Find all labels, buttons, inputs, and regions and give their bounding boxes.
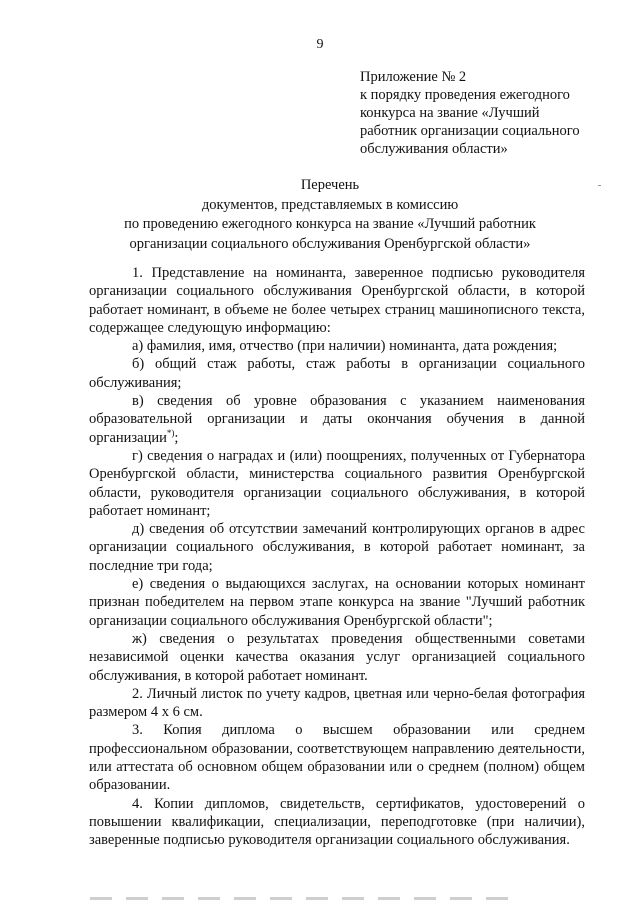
appendix-line: к порядку проведения ежегодного — [360, 87, 570, 103]
appendix-line: Приложение № 2 — [360, 69, 467, 85]
document-body — [89, 264, 585, 850]
item-1e-paragraph: е) сведения о выдающихся заслугах, на основании которых номинант признан победителем на первом этапе конкурса на звание "Лучший работник организации социального обслуживания Оренбургской области"; — [89, 576, 585, 629]
item-3-paragraph: 3. Копия диплома о высшем образовании или среднем профессиональном образовании, соответствующем направлению деятельности, или аттестата об основном общем образовании или о среднем (полном) общем образовании. — [89, 722, 585, 794]
appendix-line: конкурса на звание «Лучший — [360, 105, 540, 121]
appendix-header — [360, 68, 610, 158]
bottom-scan-edge — [90, 897, 530, 905]
appendix-line: работник организации социального — [360, 123, 580, 139]
item-1zh-paragraph: ж) сведения о результатах проведения общественными советами независимой оценки качества оказания услуг организацией социального обслуживания, в которой работает номинант. — [89, 630, 585, 684]
footnote-mark: *) — [166, 427, 175, 438]
document-heading — [60, 176, 600, 254]
heading-line: по проведению ежегодного конкурса на звание «Лучший работник — [124, 216, 536, 232]
heading-title: Перечень — [300, 177, 360, 193]
item-1v-text: в) сведения об уровне образования с указанием наименования образовательной организации и даты окончания обучения в данной организации — [89, 393, 585, 446]
heading-line: организации социального обслуживания Оренбургской области» — [129, 235, 531, 252]
item-2-paragraph: 2. Личный листок по учету кадров, цветная или черно-белая фотография размером 4 х 6 см. — [89, 685, 585, 721]
item-1g-paragraph: г) сведения о наградах и (или) поощрениях, полученных от Губернатора Оренбургской области, министерства социального развития Оренбургской области, руководителя организации социального обслуживания, в которой работает номинант; — [89, 447, 585, 519]
item-1-paragraph: 1. Представление на номинанта, заверенное подписью руководителя организации социального обслуживания Оренбургской области, в которой работает номинант, в объеме не более четырех страниц машинописного текста, содержащее следующую информацию: — [89, 265, 585, 336]
item-1d-paragraph: д) сведения об отсутствии замечаний контролирующих органов в адрес организации социального обслуживания, в которой работает номинант, за последние три года; — [89, 521, 585, 574]
item-1v-end: ; — [174, 429, 179, 446]
page-number: 9 — [316, 37, 324, 52]
appendix-line: обслуживания области» — [360, 141, 508, 157]
item-4-paragraph: 4. Копии дипломов, свидетельств, сертификатов, удостоверений о повышении квалификации, специализации, переподготовке (при наличии), заверенные подписью руководителя организации социального обслуживания. — [89, 795, 585, 849]
item-1v-paragraph — [89, 392, 585, 447]
item-1b-paragraph: б) общий стаж работы, стаж работы в организации социального обслуживания; — [89, 356, 585, 391]
item-1a-paragraph: а) фамилия, имя, отчество (при наличии) номинанта, дата рождения; — [132, 338, 558, 355]
heading-line: документов, представляемых в комиссию — [201, 196, 459, 213]
